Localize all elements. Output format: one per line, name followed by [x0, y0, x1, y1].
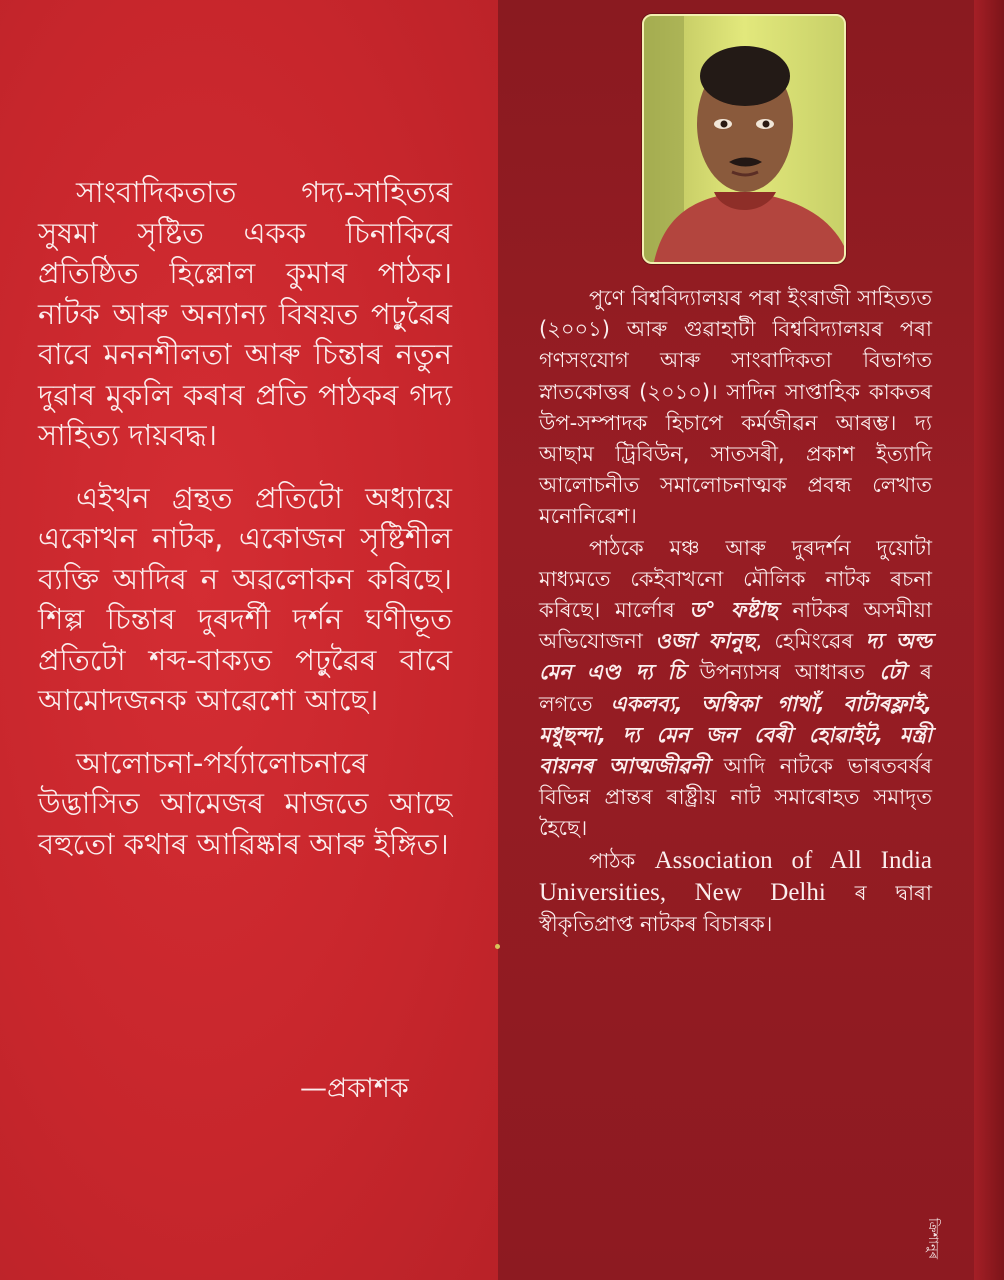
bio-text: নাটকৰ অসমীয়া অভিযোজনা	[539, 598, 932, 654]
bio-paragraph-plays	[539, 533, 932, 845]
bio-text: উপন্যাসৰ আধাৰত	[685, 660, 880, 685]
play-title: দ্য অল্ড মেন এণ্ড দ্য চি	[539, 629, 933, 685]
bio-text: ৰ দ্বাৰা স্বীকৃতিপ্ৰাপ্ত নাটকৰ বিচাৰক।	[539, 880, 932, 937]
play-title: ড° ফষ্টাছ	[689, 598, 778, 623]
decorative-dot	[495, 944, 500, 949]
blurb-paragraph: এইখন গ্ৰন্থত প্ৰতিটো অধ্যায়ে একোখন নাটক, একোজন সৃষ্টিশীল ব্যক্তি আদিৰ ন অৱলোকন কৰিছে। শিল্প চিন্তাৰ দুৰদৰ্শী দৰ্শন ঘণীভূত প্ৰতিটো শব্দ-বাক্যত পঢ়ুৱৈৰ বাবে আমোদজনক আৱেশো আছে।	[38, 480, 452, 717]
cover-designer-credit: ক্ৰিশানুৰ	[925, 1218, 940, 1260]
organization-name: Association of All India Universities, New Delhi	[539, 846, 932, 906]
bio-paragraph-jury	[539, 845, 932, 941]
author-portrait-icon	[644, 16, 844, 262]
play-title: ঢৌ	[879, 660, 906, 685]
play-title: ওজা ফানুছ	[655, 629, 756, 654]
blurb-paragraph: সাংবাদিকতাত গদ্য-সাহিত্যৰ সুষমা সৃষ্টিত একক চিনাকিৰে প্ৰতিষ্ঠিত হিল্লোল কুমাৰ পাঠক। নাটক আৰু অন্যান্য বিষয়ত পঢ়ুৱৈৰ বাবে মননশীলতা আৰু চিন্তাৰ নতুন দুৱাৰ মুকলি কৰাৰ প্ৰতি পাঠকৰ গদ্য সাহিত্য দায়বদ্ধ।	[38, 175, 452, 452]
publisher-blurb	[38, 172, 452, 886]
bio-text: পাঠক	[589, 848, 655, 873]
bio-paragraph-education: পুণে বিশ্ববিদ্যালয়ৰ পৰা ইংৰাজী সাহিত্যত (২০০১) আৰু গুৱাহাটী বিশ্ববিদ্যালয়ৰ পৰা গণসংযোগ আৰু সাংবাদিকতা বিভাগত স্নাতকোত্তৰ (২০১০)। সাদিন সাপ্তাহিক কাকতৰ উপ-সম্পাদক হিচাপে কৰ্মজীৱন আৰম্ভ। দ্য আছাম ট্ৰিবিউন, সাতসৰী, প্ৰকাশ ইত্যাদি আলোচনীত সমালোচনাত্মক প্ৰবন্ধ লেখাত মনোনিৱেশ।	[539, 286, 932, 529]
play-titles-list: একলব্য, অম্বিকা গাথাঁ, বাটাৰফ্লাই, মধুছন্দা, দ্য মেন জন বেৰী হোৱাইট, মন্ত্ৰী বায়নৰ আত্মজীৱনী	[539, 691, 932, 779]
bio-text: , হেমিংৱেৰ	[755, 629, 866, 654]
author-portrait-photo	[642, 14, 846, 264]
spine-edge	[974, 0, 1004, 1280]
bio-text: আদি নাটকে ভাৰতবৰ্ষৰ বিভিন্ন প্ৰান্তৰ ৰাষ্ট্ৰীয় নাট সমাৰোহত সমাদৃত হৈছে।	[539, 754, 932, 841]
publisher-signature: —প্ৰকাশক	[300, 1073, 409, 1104]
bio-text: পাঠকে মঞ্চ আৰু দুৰদৰ্শন দুয়োটা মাধ্যমতে কেইবাখনো মৌলিক নাটক ৰচনা কৰিছে। মাৰ্লোৰ	[539, 535, 932, 623]
author-biography	[539, 283, 932, 940]
blurb-paragraph: আলোচনা-পৰ্য্যালোচনাৰে উদ্ভাসিত আমেজৰ মাজতে আছে বহুতো কথাৰ আৱিষ্কাৰ আৰু ইঙ্গিত।	[38, 745, 452, 861]
bio-text: ৰ লগতে	[539, 660, 932, 716]
